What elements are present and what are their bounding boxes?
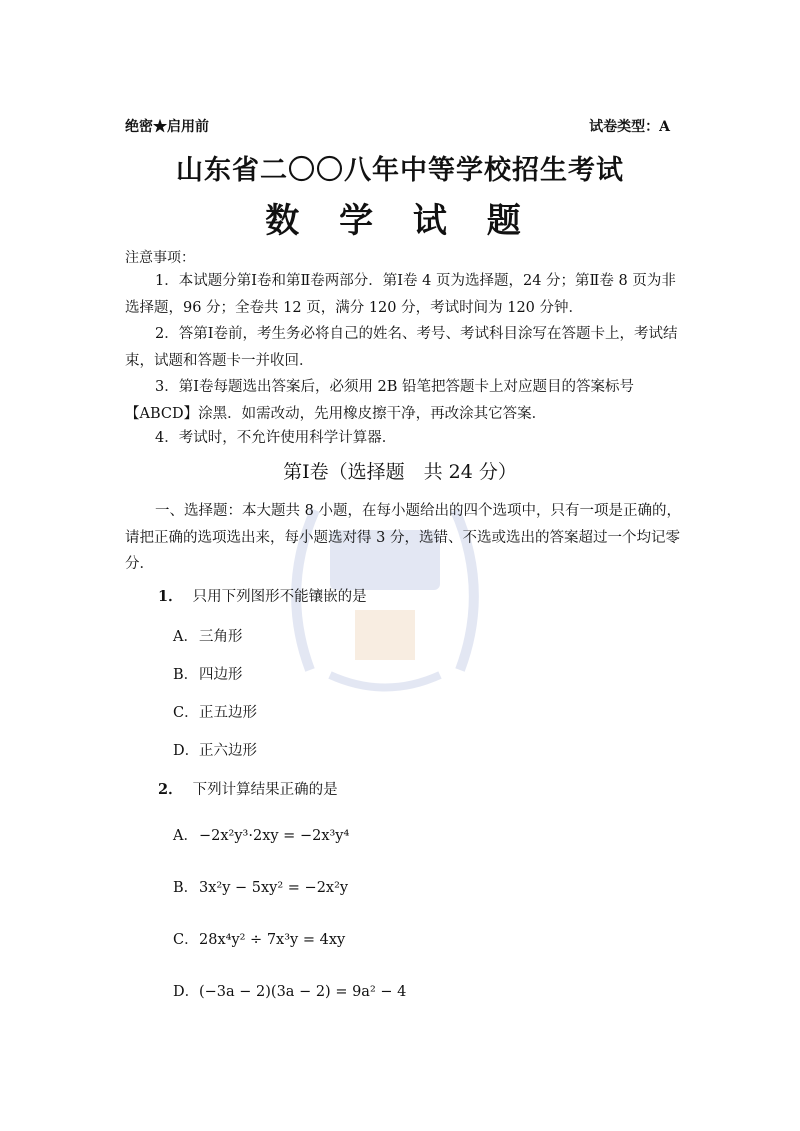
q1-option-a: A．三角形 [173, 629, 243, 645]
q1-option-d: D．正六边形 [173, 743, 257, 759]
q2-option-a: A．−2x²y³·2xy = −2x³y⁴ [173, 828, 350, 844]
q1-option-c: C．正五边形 [173, 705, 257, 721]
q1-option-b: B．四边形 [173, 667, 243, 683]
notice-heading: 注意事项： [125, 250, 195, 266]
section-title: 第Ⅰ卷（选择题 共 24 分） [283, 461, 517, 483]
q2-option-b: B．3x²y − 5xy² = −2x²y [173, 880, 349, 896]
notice-item-3: 3．第Ⅰ卷每题选出答案后，必须用 2B 铅笔把答题卡上对应题目的答案标号【ABCD】涂黑．如需改动，先用橡皮擦干净，再改涂其它答案． [125, 379, 635, 422]
subject-title: 数 学 试 题 [265, 201, 535, 241]
q2-option-d: D．(−3a − 2)(3a − 2) = 9a² − 4 [173, 984, 407, 1000]
notice-item-4: 4．考试时，不允许使用科学计算器． [155, 430, 397, 446]
question-number: 1． [158, 588, 183, 605]
secrecy-label: 绝密★启用前 [125, 119, 209, 135]
notice-item-1: 1．本试题分第Ⅰ卷和第Ⅱ卷两部分．第Ⅰ卷 4 页为选择题，24 分；第Ⅱ卷 8 页为非选择题，96 分；全卷共 12 页，满分 120 分，考试时间为 120 分钟． [125, 273, 676, 316]
exam-title: 山东省二〇〇八年中等学校招生考试 [176, 155, 624, 186]
question-number: 2． [158, 781, 183, 798]
notice-item-2: 2．答第Ⅰ卷前，考生务必将自己的姓名、考号、考试科目涂写在答题卡上，考试结束，试题和答题卡一并收回． [125, 326, 678, 369]
question-1 [158, 585, 367, 606]
question-2 [158, 778, 338, 799]
section-instructions: 一、选择题：本大题共 8 小题，在每小题给出的四个选项中，只有一项是正确的，请把正确的选项选出来，每小题选对得 3 分，选错、不选或选出的答案超过一个均记零分． [125, 503, 681, 572]
paper-type-label: 试卷类型：A [589, 119, 670, 135]
q2-option-c: C．28x⁴y² ÷ 7x³y = 4xy [173, 932, 346, 948]
question-stem: 下列计算结果正确的是 [192, 782, 338, 798]
question-stem: 只用下列图形不能镶嵌的是 [192, 589, 367, 605]
